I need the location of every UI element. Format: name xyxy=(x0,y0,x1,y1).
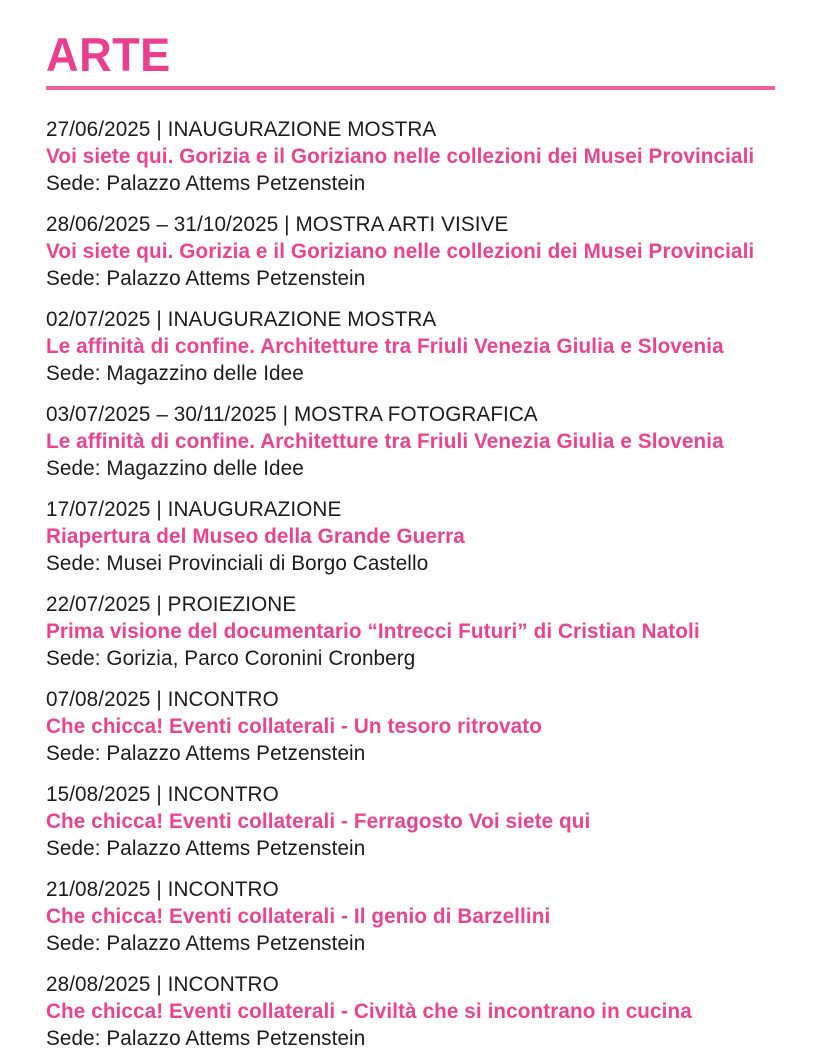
page-title: ARTE xyxy=(46,28,171,81)
event-date-category: 17/07/2025 | INAUGURAZIONE xyxy=(46,498,342,521)
event-item xyxy=(46,686,775,767)
event-venue: Sede: Palazzo Attems Petzenstein xyxy=(46,742,366,765)
event-title: Voi siete qui. Gorizia e il Goriziano nelle collezioni dei Musei Provinciali xyxy=(46,145,755,168)
event-item xyxy=(46,781,775,862)
event-venue: Sede: Musei Provinciali di Borgo Castello xyxy=(46,552,429,575)
section-header xyxy=(46,0,775,90)
event-venue: Sede: Palazzo Attems Petzenstein xyxy=(46,172,366,195)
event-title: Le affinità di confine. Architetture tra Friuli Venezia Giulia e Slovenia xyxy=(46,430,724,453)
event-date-category: 22/07/2025 | PROIEZIONE xyxy=(46,593,297,616)
event-item xyxy=(46,116,775,197)
event-venue: Sede: Palazzo Attems Petzenstein xyxy=(46,1027,366,1050)
event-date-category: 07/08/2025 | INCONTRO xyxy=(46,688,279,711)
event-venue: Sede: Magazzino delle Idee xyxy=(46,362,304,385)
event-venue: Sede: Palazzo Attems Petzenstein xyxy=(46,932,366,955)
event-item xyxy=(46,591,775,672)
event-date-category: 21/08/2025 | INCONTRO xyxy=(46,878,279,901)
event-title: Che chicca! Eventi collaterali - Un tesoro ritrovato xyxy=(46,715,542,738)
event-venue: Sede: Palazzo Attems Petzenstein xyxy=(46,267,366,290)
event-title: Che chicca! Eventi collaterali - Ferragosto Voi siete qui xyxy=(46,810,591,833)
event-item xyxy=(46,496,775,577)
event-item xyxy=(46,211,775,292)
title-divider xyxy=(46,86,775,90)
event-title: Le affinità di confine. Architetture tra Friuli Venezia Giulia e Slovenia xyxy=(46,335,724,358)
event-list xyxy=(46,116,775,1052)
event-venue: Sede: Palazzo Attems Petzenstein xyxy=(46,837,366,860)
event-venue: Sede: Magazzino delle Idee xyxy=(46,457,304,480)
event-item xyxy=(46,971,775,1052)
event-item xyxy=(46,876,775,957)
event-date-category: 02/07/2025 | INAUGURAZIONE MOSTRA xyxy=(46,308,437,331)
event-date-category: 15/08/2025 | INCONTRO xyxy=(46,783,279,806)
event-date-category: 27/06/2025 | INAUGURAZIONE MOSTRA xyxy=(46,118,437,141)
event-item xyxy=(46,306,775,387)
event-title: Riapertura del Museo della Grande Guerra xyxy=(46,525,465,548)
event-title: Prima visione del documentario “Intrecci Futuri” di Cristian Natoli xyxy=(46,620,700,643)
event-item xyxy=(46,401,775,482)
event-title: Che chicca! Eventi collaterali - Civiltà che si incontrano in cucina xyxy=(46,1000,692,1023)
event-title: Che chicca! Eventi collaterali - Il genio di Barzellini xyxy=(46,905,551,928)
event-date-category: 03/07/2025 – 30/11/2025 | MOSTRA FOTOGRAFICA xyxy=(46,403,538,426)
event-venue: Sede: Gorizia, Parco Coronini Cronberg xyxy=(46,647,416,670)
event-date-category: 28/06/2025 – 31/10/2025 | MOSTRA ARTI VISIVE xyxy=(46,213,509,236)
event-date-category: 28/08/2025 | INCONTRO xyxy=(46,973,279,996)
event-title: Voi siete qui. Gorizia e il Goriziano nelle collezioni dei Musei Provinciali xyxy=(46,240,755,263)
